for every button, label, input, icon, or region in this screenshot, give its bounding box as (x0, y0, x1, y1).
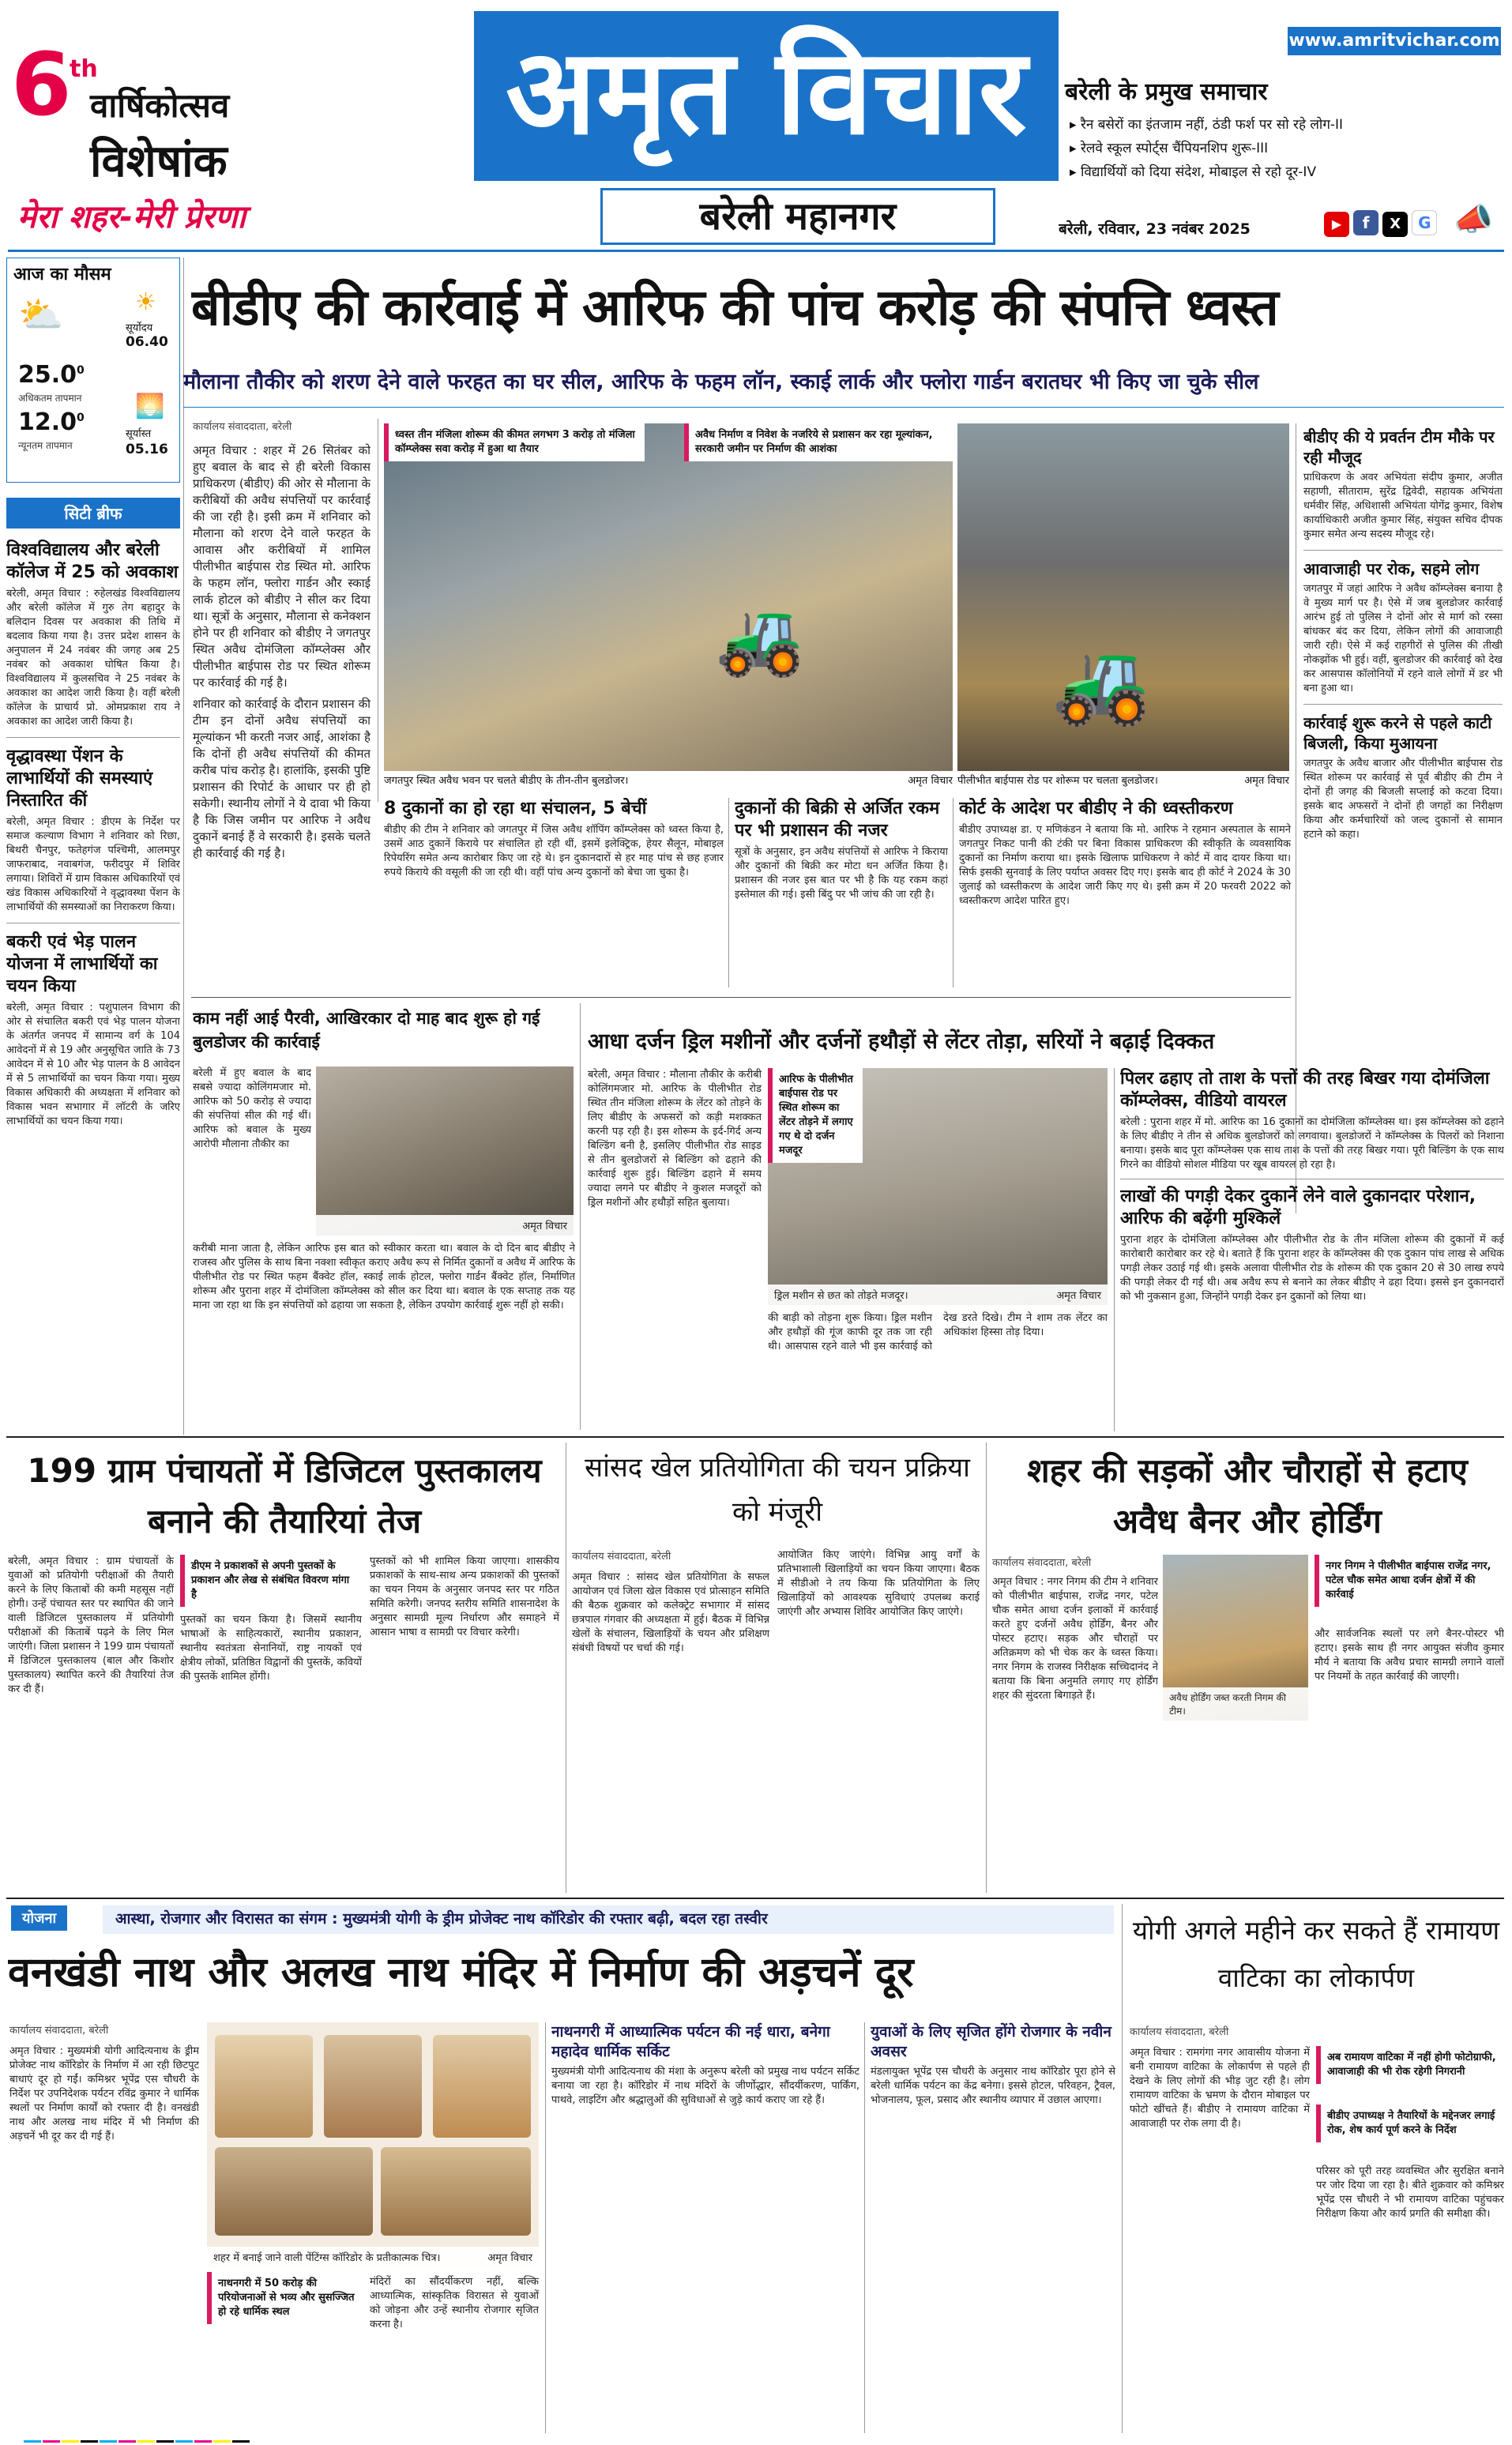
brief-item[interactable]: बकरी एवं भेड़ पालन योजना में लाभार्थियों का चयन किया बरेली, अमृत विचार : पशुपालन विभाग की ओर से संचालित बकरी एवं भेड़ पालन योजना के अंतर्गत जनपद में सामान्य वर्ग के 104 आवेदनों में से 19 और अनुसूचित जाति के 73 आवेदन में से 10 और भेड़ पालन के 8 आवेदन में से 5 लाभार्थियों का चयन किया गया। मुख्य विकास अधिकारी की अध्यक्षता में शनिवार को विकास भवन सभागार में लॉटरी के जरिए लाभार्थियों का चयन किया गया। (6, 932, 180, 1127)
anniversary-suffix: th (70, 55, 98, 83)
sports-body: अमृत विचार : सांसद खेल प्रतियोगिता के सफल आयोजन एवं जिला खेल विकास एवं प्रोत्साहन समिति की बैठक शुक्रवार को कलेक्ट्रेट सभागार में सांसद छत्रपाल गंगवार की अध्यक्षता में हुई। बैठक में विभिन्न खेलों के संचालन, खिलाड़ियों के चयन और प्रशिक्षण संबंधी विषयों पर चर्चा की गई। (572, 1571, 769, 1654)
masthead-title-box (474, 11, 1059, 181)
article-tag: अब रामायण वाटिका में नहीं होगी फोटोग्राफी, आवाजाही की भी रोक रहेगी निगरानी (1316, 2046, 1504, 2084)
sub-story[interactable]: कोर्ट के आदेश पर बीडीए ने की ध्वस्तीकरण बीडीए उपाध्यक्ष डा. ए मणिकंडन ने बताया कि मो. आरिफ ने रहमान अस्पताल के सामने जगतपुर निकट पानी की टंकी पर बिना विकास प्राधिकरण की स्वीकृति के व्यवसायिक दुकानों का निर्माण कराया था। इसके खिलाफ प्राधिकरण ने कोर्ट में वाद दायर किया था। सिर्फ इसकी सुनवाई के लिए पर्याप्त अवसर दिए गए। इसके बाद ही कोर्ट ने 2024 के 30 जुलाई को ध्वस्तीकरण के आदेश जारी किए गए थे। इसी क्रम में 20 फरवरी 2022 को ध्वस्तीकरण आदेश पारित हुए। (959, 799, 1291, 907)
website-bar[interactable]: www.amritvichar.com (1288, 27, 1501, 55)
library-col3: पुस्तकों को भी शामिल किया जाएगा। शासकीय प्रकाशकों के साथ-साथ अन्य प्रकाशकों की पुस्तकों का चयन नियम के अनुसार जनपद स्तर पर गठित समिति करेगी। जनपद स्तरीय समिति शासनादेश के अनुसार सामग्री मूल्य निर्धारण और समाहने में आसान भाषा व सामग्री पर विचार करेगी। (370, 1555, 559, 1638)
bulldozer-story-head[interactable]: काम नहीं आई पैरवी, आखिरकार दो माह बाद शुरू हो गई बुलडोजर की कार्रवाई (193, 1009, 540, 1051)
dateline: बरेली, रविवार, 23 नवंबर 2025 (1059, 220, 1251, 238)
corridor-design-image (381, 2147, 531, 2236)
hoarding-body2: और सार्वजनिक स्थलों पर लगे बैनर-पोस्टर भी हटाए। इसके साथ ही नगर आयुक्त संजीव कुमार मौर्य ने बताया कि अवैध प्रचार सामग्री लगाने वालों पर नियमों के तहत कार्रवाई की जाएगी। (1315, 1628, 1504, 1683)
drill-story-head[interactable]: आधा दर्जन ड्रिल मशीनों और दर्जनों हथौड़ों से लेंटर तोड़ा, सरियों ने बढ़ाई दिक्कत (588, 1029, 1215, 1054)
corridor-design-image (215, 2035, 313, 2138)
sunrise-label: सूर्योदय (126, 322, 153, 334)
photo-caption: अवैध होर्डिंग जब्त करती निगम की टीम। (1163, 1687, 1308, 1721)
photo-caption: शहर में बनाई जाने वाली पेंटिंग्स कॉरिडोर के प्रतीकात्मक चित्र। (213, 2252, 441, 2264)
article-tag: बीडीए उपाध्यक्ष ने तैयारियों के मद्देनजर लगाई रोक, शेष कार्य पूर्ण करने के निर्देश (1316, 2105, 1504, 2142)
sidebar-head: बीडीए की ये प्रवर्तन टीम मौके पर रही मौजूद (1303, 427, 1495, 467)
sunset-icon: 🌅 (135, 393, 165, 420)
corridor-design-image (433, 2035, 531, 2138)
lead-sidebar: बीडीए की ये प्रवर्तन टीम मौके पर रही मौजूद प्राधिकरण के अवर अभियंता संदीप कुमार, अजीत सहाणी, सीताराम, सुरेंद्र द्विवेदी, सहायक अभियंता धर्मवीर सिंह, अधिशासी अभियंता योगेंद्र कुमार, विशेष कार्याधिकारी अजीत कुमार सिंह, संयुक्त सचिव दीपक कुमार समेत अन्य सदस्य मौजूद रहे। आवाजाही पर रोक, सहमे लोग जगतपुर में जहां आरिफ ने अवैध कॉम्प्लेक्स बनाया है वे मुख्य मार्ग पर है। ऐसे में जब बुलडोजर कार्रवाई आरंभ हुई तो पुलिस ने दोनों ओर से मार्ग को रस्सा बांधकर बंद कर दिया, लेकिन लोगों की आवाजाही जारी रही। ऐसे में कई राहगीरों से पुलिस की तीखी नोकझोंक भी हुई। वहीं, बुलडोजर की कार्रवाई को देख कर आसपास कॉलोनियों में रहने वाले लोगों में डर भी बना हुआ था। कार्रवाई शुरू करने से पहले काटी बिजली, किया मुआयना जगतपुर के अवैध बाजार और पीलीभीत बाईपास रोड स्थित शोरूम पर कार्रवाई से पूर्व बीडीए की टीम ने दोनों ही जगह की बिजली सप्लाई को कटवा दिया। इसके बाद अफसरों ने दोनों ही जगहों का निरीक्षण किया और कर्मचारियों को जल्द दुकानों से सामान हटाने को कहा। (1303, 427, 1503, 841)
yojana-byline: कार्यालय संवाददाता, बरेली (9, 2025, 109, 2037)
youtube-icon[interactable]: ▶ (1324, 212, 1349, 237)
section-divider (6, 1436, 1504, 1438)
lead-headline[interactable]: बीडीए की कार्रवाई में आरिफ की पांच करोड़ की संपत्ति ध्वस्त (191, 279, 1278, 337)
yojana-photo (207, 2022, 539, 2267)
bulldozer-story-body: करीबी माना जाता है, लेकिन आरिफ इस बात को स्वीकार करता था। बवाल के दो दिन बाद बीडीए ने राजस्व और पुलिस के साथ बिना नक्शा स्वीकृत कराए अवैध रूप से निर्मित दुकानों व अवैध में आरिफ के पीलीभीत रोड पर स्थित फहम बैंक्वेट हॉल, स्काई लार्क होटल, फ्लोरा गार्डन बैंक्वेट हॉल, निर्माणित शोरूम और पुराना शहर में दोमंजिला कॉम्प्लेक्स को सील कर दिया था। बवाल के एक सप्ताह तक यह माना जा रहा था कि इन संपत्तियों को ढहाया जा सकता है, लेकिन उपयोग कार्रवाई शुरू नहीं हो सकी। (193, 1243, 575, 1311)
max-temp: 25.0 (18, 361, 77, 389)
ramayan-body: अमृत विचार : रामगंगा नगर आवासीय योजना में बनी रामायण वाटिका के लोकार्पण से पहले ही देखने के लिए लोगों की भीड़ जुट रही है। लोग रामायण वाटिका के भ्रमण के दौरान मोबाइल पर फोटो खींचते हैं। बीडीए ने रामायण वाटिका में आवाजाही पर रोक लगा दी है। (1130, 2047, 1310, 2130)
sidebar-head: आवाजाही पर रोक, सहमे लोग (1303, 559, 1480, 578)
anniversary-number: 6 (11, 34, 72, 135)
yojana-substory[interactable]: युवाओं के लिए सृजित होंगे रोजगार के नवीन अवसर मंडलायुक्त भूपेंद्र एस चौधरी के अनुसार नाथ कॉरिडोर पूरा होने से बरेली धार्मिक पर्यटन का केंद्र बनेगा। इससे होटल, परिवहन, ट्रैवल, भोजनालय, फूल, प्रसाद और स्थानीय व्यापार में उछाल आएगा। (871, 2023, 1115, 2106)
anniversary-block (11, 24, 367, 245)
lead-photo-showroom (957, 423, 1289, 771)
photo-credit: अमृत विचार (487, 2252, 532, 2264)
lead-subhead: मौलाना तौकीर को शरण देने वाले फरहत का घर सील, आरिफ के फहम लॉन, स्काई लार्क और फ्लोरा गार्डन बरातघर भी किए जा चुके सील (183, 362, 1504, 408)
photo-caption: जगतपुर स्थित अवैध भवन पर चलते बीडीए के तीन-तीन बुलडोजर। (384, 775, 629, 787)
edition-label (600, 188, 995, 245)
article-tag: नाथनगरी में 50 करोड़ की परियोजनाओं से भव्य और सुसज्जित हो रहे धार्मिक स्थल (207, 2272, 363, 2324)
masthead-divider (8, 250, 1504, 252)
slogan: मेरा शहर-मेरी प्रेरणा (17, 199, 246, 235)
megaphone-icon: 📣 (1454, 201, 1493, 238)
social-icons (1324, 210, 1450, 245)
photo-caption: ड्रिल मशीन से छत को तोड़ते मजदूर। (774, 1290, 908, 1302)
min-temp: 12.0 (18, 408, 77, 436)
article-tag: डीएम ने प्रकाशकों से अपनी पुस्तकों के प्रकाशन और लेख से संबंधित विवरण मांगा है (180, 1555, 362, 1607)
bulldozer-story-photo: अमृत विचार (316, 1066, 574, 1236)
pillar-story[interactable]: पिलर ढहाए तो ताश के पत्तों की तरह बिखर गया दोमंजिला कॉम्प्लेक्स, वीडियो वायरल बरेली : पुराना शहर में मो. आरिफ का 16 दुकानों का दोमंजिला कॉम्प्लेक्स था। इस कॉम्प्लेक्स को ढहाने के लिए बीडीए ने तीन से अधिक बुलडोजरों को लगवाया। बुलडोजरों ने कॉम्प्लेक्स के पिलरों को निशाना बनाया। इसके बाद पूरा कॉम्प्लेक्स एक साथ ताश के पत्तों की तरह बिखर गया। पूरी बिल्डिंग के एक साथ गिरने का वीडियो सोशल मीडिया पर खूब वायरल हो रहा है। लाखों की पगड़ी देकर दुकानें लेने वाले दुकानदार परेशान, आरिफ की बढ़ेंगी मुश्किलें पुराना शहर के दोमंजिला कॉम्प्लेक्स और पीलीभीत रोड के तीन मंजिला शोरूम की दुकानों में कई कारोबारी कारोबार कर रहे थे। बताते हैं कि पुराना शहर के कॉम्प्लेक्स की एक दुकान पांच लाख से अधिक पगड़ी लेकर उठाई गई थी। इसके अलावा पीलीभीत रोड के शोरूम की एक दुकान 20 से 30 लाख रुपये की पगड़ी लेकर दी गई थी। अब अवैध रूप से बनाने का लेकर बीडीए ने ढहा दिया। इससे इन दुकानदारों को भी नुकसान हुआ, जिन्होंने पगड़ी देकर इन दुकानों को लिया था। (1120, 1069, 1504, 1303)
brief-item[interactable]: विश्वविद्यालय और बरेली कॉलेज में 25 को अवकाश बरेली, अमृत विचार : रुहेलखंड विश्वविद्यालय और बरेली कॉलेज में गुरु तेग बहादुर के बलिदान दिवस पर अवकाश की तिथि में बदलाव किया गया है। उत्तर प्रदेश शासन के अनुपालन में 24 नवंबर की जगह अब 25 नवंबर को अवकाश घोषित किया है। विश्वविद्यालय में कुलसचिव ने 25 नवंबर के अवकाश का आदेश जारी किया है। वहीं बरेली कॉलेज के प्राचार्य प्रो. ओमप्रकाश राय ने अवकाश का आदेश जारी किया है। (6, 540, 180, 728)
yojana-body-col3: मंदिरों का सौंदर्यीकरण नहीं, बल्कि आध्यात्मिक, सांस्कृतिक विरासत से युवाओं को जोड़ना और उन्हें स्थानीय रोजगार सृजित करना है। (370, 2276, 539, 2330)
sidebar-head: कार्रवाई शुरू करने से पहले काटी बिजली, किया मुआयना (1303, 713, 1492, 753)
library-headline[interactable]: 199 ग्राम पंचायतों में डिजिटल पुस्तकालय बनाने की तैयारियां तेज (27, 1451, 542, 1540)
lead-byline: कार्यालय संवाददाता, बरेली (193, 421, 292, 433)
top-news-item[interactable]: ▸ विद्यार्थियों को दिया संदेश, मोबाइल से रहो दूर-IV (1070, 164, 1317, 180)
photo-caption: पीलीभीत बाईपास रोड पर शोरूम पर चलता बुलडोजर। (957, 775, 1158, 787)
yojana-headline[interactable]: वनखंडी नाथ और अलख नाथ मंदिर में निर्माण की अड़चनें दूर (8, 1949, 914, 1996)
sunrise-time: 06.40 (126, 334, 168, 350)
hoarding-headline[interactable]: शहर की सड़कों और चौराहों से हटाए अवैध बैनर और होर्डिंग (1027, 1451, 1468, 1540)
lead-body: अमृत विचार : शहर में 26 सितंबर को हुए बवाल के बाद से ही बरेली विकास प्राधिकरण (बीडीए) की ओर से मौलाना के करीबियों की अवैध संपत्तियों पर कार्रवाई की जा रही है। इसी क्रम में शनिवार को मौलाना को शरण देने वाले फरहत के आवास और करीबियों में शामिल पीलीभीत बाईपास रोड स्थित मो. आरिफ के फहम लॉन, फ्लोरा गार्डन और स्काई लार्क होटल को बीडीए ने सील कर दिया था। सूत्रों के अनुसार, मौलाना से कनेक्शन होने पर ही शनिवार को बीडीए ने जगतपुर स्थित अवैध दोमंजिला कॉम्प्लेक्स और पीलीभीत बाईपास रोड पर स्थित शोरूम पर कार्रवाई की गई है। शनिवार को कार्रवाई के दौरान प्रशासन की टीम इन दोनों अवैध संपत्तियों का मूल्यांकन भी करती नजर आई, आशंका है कि दोनों ही अवैध संपत्तियों की कीमत करीब पांच करोड़ है। हालांकि, इसकी पुष्टि प्रशासन की रिपोर्ट के आधार पर ही हो सकेगी। स्थानीय लोगों ने ये दावा भी किया है कि जिस जमीन पर आरिफ ने अवैध दुकानें बनाई हैं वे सरकारी है। इसके चलते ही कार्रवाई की गई है। (193, 443, 370, 860)
masthead-title: अमृत विचार (506, 24, 1027, 161)
photo-credit: अमृत विचार (908, 775, 953, 787)
bulldozer-icon: 🚜 (1052, 637, 1151, 729)
photo-tag: आरिफ के पीलीभीत बाईपास रोड पर स्थित शोरूम का लेंटर तोड़ने में लगाए गए थे दो दर्जन मजदूर (768, 1068, 863, 1163)
yojana-label: योजना (11, 1905, 98, 1932)
yojana-substory[interactable]: नाथनगरी में आध्यात्मिक पर्यटन की नई धारा, बनेगा महादेव धार्मिक सर्किट मुख्यमंत्री योगी आदित्यनाथ की मंशा के अनुरूप बरेली को प्रमुख नाथ पर्यटन सर्किट बनाया जा रहा है। कॉरिडोर में नाथ मंदिरों के जीर्णोद्धार, सौंदर्यीकरण, पार्किंग, पाथवे, लाइटिंग और श्रद्धालुओं की सुविधाओं से जुड़े कार्य कराए जा रहे हैं। (551, 2023, 859, 2106)
brief-item[interactable]: वृद्धावस्था पेंशन के लाभार्थियों की समस्याएं निस्तारित कीं बरेली, अमृत विचार : डीएम के निर्देश पर समाज कल्याण विभाग ने शनिवार को रिछा, बिथरी चैनपुर, फतेहगंज पश्चिमी, आलमपुर जाफराबाद, नवाबगंज, फरीदपुर में शिविर लगाया। शिविरों में ग्राम विकास अधिकारियों एवं खंड विकास अधिकारियों ने वृद्धावस्था पेंशन के लाभार्थियों की समस्याओं का निराकरण किया। (6, 747, 180, 913)
drill-story-body-cont: की बाड़ी को तोड़ना शुरू किया। ड्रिल मशीन और हथौड़ों की गूंज काफी दूर तक जा रही थी। आसपास रहने वाले भी इस कार्रवाई को देख डरते दिखे। टीम ने शाम तक लेंटर का अधिकांश हिस्सा तोड़ दिया। (768, 1312, 1108, 1352)
library-body: बरेली, अमृत विचार : ग्राम पंचायतों के युवाओं को प्रतियोगी परीक्षाओं की तैयारी करने के लिए किताबों की कमी महसूस नहीं होगी। उन्हें पंचायत स्तर पर स्थापित की जाने वाली डिजिटल पुस्तकालय में प्रतियोगी परीक्षाओं की किताबें पढ़ने के लिए मिल जाएंगी। जिला प्रशासन ने 199 ग्राम पंचायतों में डिजिटल पुस्तकालय (बाल और किशोर पुस्तकालय) स्थापित करने की तैयारियां तेज कर दी हैं। (8, 1555, 174, 1695)
sub-story[interactable]: 8 दुकानों का हो रहा था संचालन, 5 बेचीं बीडीए की टीम ने शनिवार को जगतपुर में जिस अवैध शॉपिंग कॉम्प्लेक्स को ध्वस्त किया है, उसमें आठ दुकानें किराये पर संचालित हो रही थीं, इसमें इलेक्ट्रिक, हेयर सैलून, मोबाइल रिपेयरिंग समेत अन्य कारोबार किए जा रहे थे। इन दुकानदारों से हर माह पांच से छह हजार रुपये किराये की वसूली की जा रही थी। वहीं पांच अन्य दुकानों को बेचा जा चुका है। (384, 799, 724, 878)
top-news-item[interactable]: ▸ रैन बसेरों का इंतजाम नहीं, ठंडी फर्श पर सो रहे लोग-II (1070, 117, 1344, 133)
hoarding-body: अमृत विचार : नगर निगम की टीम ने शनिवार को पीलीभीत बाईपास, राजेंद्र नगर, पटेल चौक समेत आधा दर्जन इलाकों में कार्रवाई करते हुए दर्जनों अवैध होर्डिंग, बैनर और पोस्टर हटाए। सड़क और चौराहों पर अतिक्रमण को भी चेक कर के ध्वस्त किया। नगर निगम के राजस्व निरीक्षक सच्चिदानंद ने बताया कि बिना अनुमति लगाए गए होर्डिंग शहर की सुंदरता बिगाड़ते हैं। (992, 1576, 1158, 1702)
edition-name: बरेली महानगर (699, 194, 897, 239)
yojana-body: अमृत विचार : मुख्यमंत्री योगी आदित्यनाथ के ड्रीम प्रोजेक्ट नाथ कॉरिडोर के निर्माण में आ रही छिटपुट बाधाएं दूर हो गईं। कमिश्नर भूपेंद्र एस चौधरी के निर्देश पर उपनिदेशक पर्यटन रविंद्र कुमार ने धार्मिक स्थलों पर निर्माण कार्यों को रफ्तार दी है। वनखंडी नाथ और अलख नाथ मंदिर में भी निर्माण की अड़चनें भी दूर कर दी गई हैं। (9, 2045, 199, 2142)
sunrise-icon: ☀ (135, 288, 156, 316)
corridor-design-image (215, 2147, 373, 2236)
sports-headline[interactable]: सांसद खेल प्रतियोगिता की चयन प्रक्रिया को मंजूरी (585, 1452, 970, 1528)
top-news-heading: बरेली के प्रमुख समाचार (1065, 78, 1268, 106)
hoarding-byline: कार्यालय संवाददाता, बरेली (992, 1557, 1092, 1569)
weather-title: आज का मौसम (7, 258, 179, 288)
photo-credit: अमृत विचार (1244, 775, 1289, 787)
city-brief-title: सिटी ब्रीफ (6, 498, 180, 528)
yojana-kicker: आस्था, रोजगार और विरासत का संगम : मुख्यमंत्री योगी के ड्रीम प्रोजेक्ट नाथ कॉरिडोर की रफ्तार बढ़ी, बदल रहा तस्वीर (103, 1905, 1114, 1934)
cloud-sun-icon: ⛅ (18, 293, 64, 336)
print-color-bar (24, 2435, 1493, 2443)
bulldozer-icon: 🚜 (716, 597, 805, 680)
bulldozer-photo-caption: बरेली में हुए बवाल के बाद सबसे ज्यादा कोलिंगमजार मो. आरिफ को 50 करोड़ से ज्यादा की संपत्तियां सील की गई थीं। आरिफ को बवाल के मुख्य आरोपी मौलाना तौकीर का (193, 1067, 311, 1150)
city-brief (6, 498, 180, 1430)
article-tag: नगर निगम ने पीलीभीत बाईपास राजेंद्र नगर, पटेल चौक समेत आधा दर्जन क्षेत्रों में की कार्रवाई (1315, 1555, 1504, 1607)
max-temp-label: अधिकतम तापमान (18, 393, 82, 404)
photo-tag: अवैध निर्माण व निवेश के नजरिये से प्रशासन कर रहा मूल्यांकन, सरकारी जमीन पर निर्माण की आशंका (684, 423, 953, 461)
drill-story-photo (768, 1068, 1108, 1305)
weather-box: आज का मौसम ⛅ ☀ सूर्योदय 06.40 25.0$^0$ अधिकतम तापमान 12.0$^0$ न्यूनतम तापमान 🌅 सूर्यास्त 05.16 (6, 258, 180, 483)
anniversary-line2: विशेषांक (90, 136, 228, 187)
sub-story[interactable]: दुकानों की बिक्री से अर्जित रकम पर भी प्रशासन की नजर सूत्रों के अनुसार, इन अवैध संपत्तियों से आरिफ ने किराया और दुकानों की बिक्री कर मोटा धन अर्जित किया है। प्रशासन की नजर इस बात पर भी है कि यह रकम कहां इस्तेमाल की गई। इसी बिंदु पर भी जांच की जा रही है। (735, 799, 948, 901)
ramayan-headline[interactable]: योगी अगले महीने कर सकते हैं रामायण वाटिका का लोकार्पण (1132, 1915, 1500, 1993)
ramayan-byline: कार्यालय संवाददाता, बरेली (1130, 2026, 1229, 2038)
photo-credit: अमृत विचार (1056, 1290, 1101, 1302)
facebook-icon[interactable]: f (1353, 210, 1378, 235)
x-icon[interactable]: X (1382, 212, 1408, 237)
sports-body2: आयोजित किए जाएंगे। विभिन्न आयु वर्गों के प्रतिभाशाली खिलाड़ियों का चयन किया जाएगा। बैठक में सीडीओ ने तय किया कि प्रतियोगिता के लिए खिलाड़ियों को आवश्यक सुविधाएं उपलब्ध कराई जाएंगी और अभ्यास शिविर आयोजित किए जाएंगे। (777, 1549, 980, 1618)
hoarding-photo (1163, 1555, 1308, 1721)
google-icon[interactable]: G (1412, 210, 1437, 235)
left-column-divider (183, 258, 184, 1435)
corridor-design-image (324, 2035, 422, 2138)
sunset-time: 05.16 (126, 442, 168, 457)
anniversary-line1: वार्षिकोत्सव (90, 86, 230, 125)
lead-photo-demolition (384, 423, 953, 771)
ramayan-body2: परिसर को पूरी तरह व्यवस्थित और सुरक्षित बनाने पर जोर दिया जा रहा है। बीते शुक्रवार को कमिश्नर भूपेंद्र एस चौधरी ने भी रामायण वाटिका पहुंचकर निरीक्षण किया और कार्य प्रगति की समीक्षा की। (1316, 2165, 1504, 2220)
sports-byline: कार्यालय संवाददाता, बरेली (572, 1551, 671, 1563)
top-news-item[interactable]: ▸ रेलवे स्कूल स्पोर्ट्स चैंपियनशिप शुरू-III (1070, 141, 1269, 156)
library-col2: डीएम ने प्रकाशकों से अपनी पुस्तकों के प्रकाशन और लेख से संबंधित विवरण मांगा है पुस्तकों का चयन किया है। जिसमें स्थानीय भाषाओं के साहित्यकारों, स्थानीय प्रकाशन, स्थानीय स्वतंत्रता सेनानियों, राष्ट्र नायकों एवं क्षेत्रीय लोकों, प्रतिष्ठित विद्वानों की पुस्तकें, कवियों की पुस्तकें शामिल होंगी। (180, 1555, 362, 1894)
drill-story-body: बरेली, अमृत विचार : मौलाना तौकीर के करीबी कोलिंगमजार मो. आरिफ के पीलीभीत रोड स्थित तीन मंजिला शोरूम के लेंटर को तोड़ने के लिए बीडीए के अफसरों को कड़ी मशक्कत करनी पड़ रही है। इस शोरूम के इर्द-गिर्द अन्य बिल्डिंग बनी है, इसलिए पीलीभीत रोड साइड से तीन बुलडोजरों से बिल्डिंग को ढहाने की कार्रवाई शुरू हुई। बिल्डिंग ढहाने में समय ज्यादा लगने पर बीडीए ने कुशल मजदूरों को ड्रिल मशीनों और हथौड़ों सहित बुलाया। (588, 1069, 762, 1209)
top-news-box (1059, 63, 1501, 221)
photo-tag: ध्वस्त तीन मंजिला शोरूम की कीमत लगभग 3 करोड़ तो मंजिला कॉम्प्लेक्स सवा करोड़ में हुआ था तैयार (384, 423, 645, 461)
min-temp-label: न्यूनतम तापमान (18, 440, 73, 451)
sunset-label: सूर्यास्त (126, 428, 152, 440)
